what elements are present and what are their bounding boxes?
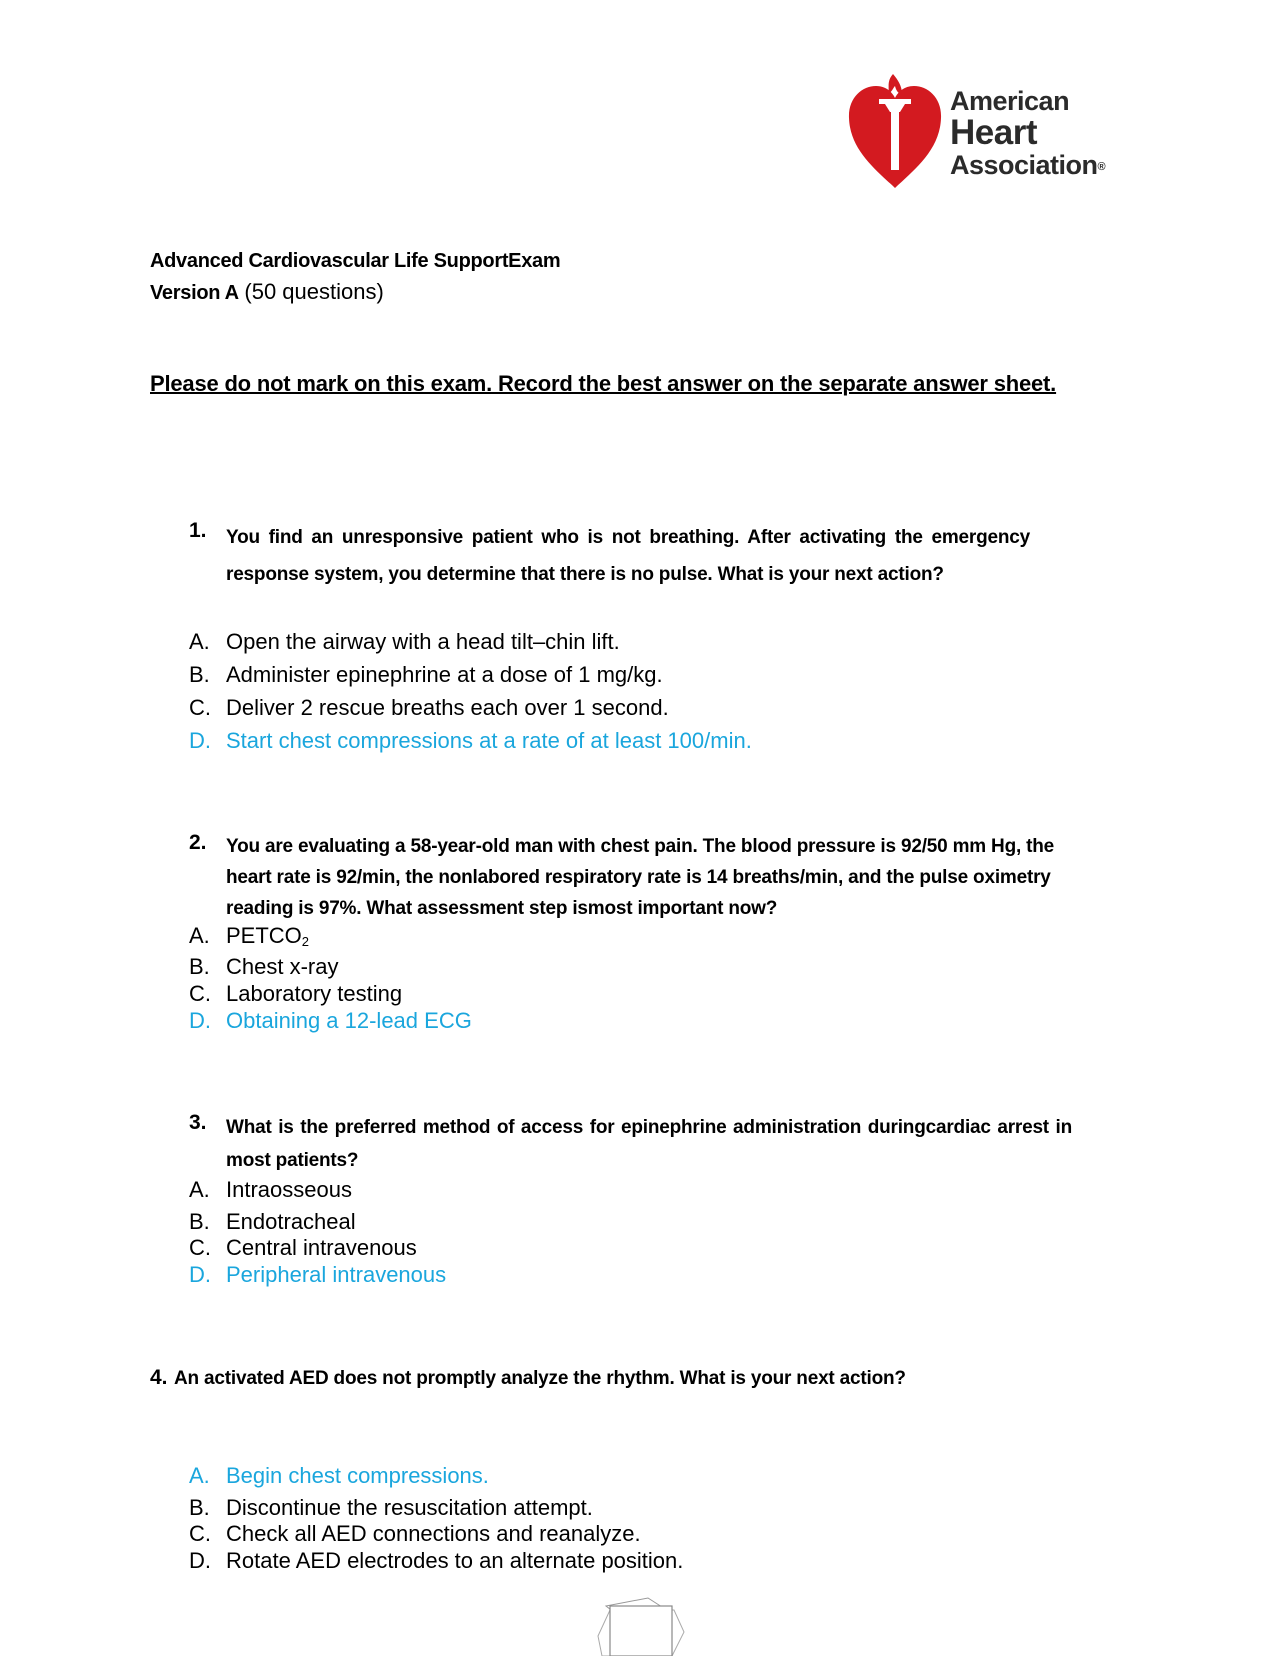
question-2-option-d xyxy=(189,1008,472,1034)
option-letter: C. xyxy=(189,1235,211,1260)
question-4-option-c xyxy=(189,1521,641,1547)
option-text: Administer epinephrine at a dose of 1 mg/kg. xyxy=(226,662,663,687)
option-letter: B. xyxy=(189,1209,210,1234)
question-count: (50 questions) xyxy=(244,279,384,304)
option-text: Obtaining a 12-lead ECG xyxy=(226,1008,472,1033)
option-letter: D. xyxy=(189,728,211,753)
option-letter: A. xyxy=(189,629,210,654)
question-1-text: You find an unresponsive patient who is not breathing. After activating the emergency response system, you determine that there is no pulse. What is your next action? xyxy=(226,527,1030,585)
option-letter: A. xyxy=(189,1463,210,1488)
question-2-text: You are evaluating a 58-year-old man with chest pain. The blood pressure is 92/50 mm Hg, the heart rate is 92/min, the nonlabored respiratory rate is 14 breaths/min, and the pulse oximetry reading is 97%. What assessment step ismost important now? xyxy=(226,836,1055,919)
option-letter: D. xyxy=(189,1548,211,1573)
question-2-option-c xyxy=(189,981,402,1007)
question-4-option-d xyxy=(189,1548,683,1574)
logo-line-american: American xyxy=(950,86,1070,116)
exam-title: Advanced Cardiovascular Life SupportExam xyxy=(150,250,561,272)
option-letter: D. xyxy=(189,1262,211,1287)
aha-logo xyxy=(846,72,1136,192)
logo-association-text: Association xyxy=(950,150,1098,180)
option-letter: B. xyxy=(189,1495,210,1520)
option-subscript: 2 xyxy=(301,934,310,949)
question-3-option-a xyxy=(189,1177,352,1203)
document-pages-icon xyxy=(592,1596,688,1656)
registered-mark: ® xyxy=(1097,160,1106,173)
question-3-number: 3. xyxy=(189,1111,207,1134)
question-4-text: An activated AED does not promptly analyze the rhythm. What is your next action? xyxy=(174,1368,906,1389)
question-1-option-a xyxy=(189,629,620,655)
question-3-option-d xyxy=(189,1262,446,1288)
version-label: Version A xyxy=(150,282,239,304)
option-text: Laboratory testing xyxy=(226,981,403,1006)
question-4-number: 4. xyxy=(150,1366,168,1389)
option-letter: C. xyxy=(189,1521,211,1546)
option-text: Begin chest compressions. xyxy=(226,1463,489,1488)
heart-torch-icon xyxy=(846,72,944,190)
question-3-option-c xyxy=(189,1235,417,1261)
option-letter: B. xyxy=(189,662,210,687)
option-text: Peripheral intravenous xyxy=(226,1262,447,1287)
option-letter: C. xyxy=(189,695,211,720)
option-text: Central intravenous xyxy=(226,1235,417,1260)
question-1-option-d xyxy=(189,728,752,754)
option-text: Endotracheal xyxy=(226,1209,356,1234)
exam-version xyxy=(150,279,384,306)
logo-line-association xyxy=(950,150,1105,182)
option-text: Start chest compressions at a rate of at least 100/min. xyxy=(226,728,752,753)
option-letter: A. xyxy=(189,923,210,948)
question-1-number: 1. xyxy=(189,519,207,542)
logo-line-heart: Heart xyxy=(950,113,1037,152)
option-text: Check all AED connections and reanalyze. xyxy=(226,1521,641,1546)
option-letter: B. xyxy=(189,954,210,979)
question-1-option-b xyxy=(189,662,663,688)
question-4-option-b xyxy=(189,1495,593,1521)
option-text: Chest x-ray xyxy=(226,954,339,979)
option-letter: C. xyxy=(189,981,211,1006)
option-letter: D. xyxy=(189,1008,211,1033)
question-1-option-c xyxy=(189,695,669,721)
option-letter: A. xyxy=(189,1177,210,1202)
option-text: Rotate AED electrodes to an alternate position. xyxy=(226,1548,684,1573)
question-3-option-b xyxy=(189,1209,356,1235)
question-4-option-a xyxy=(189,1463,489,1489)
option-text: Deliver 2 rescue breaths each over 1 second. xyxy=(226,695,669,720)
option-text: PETCO xyxy=(226,923,302,948)
question-2-option-b xyxy=(189,954,338,980)
logo-wordmark xyxy=(950,86,1105,182)
option-text: Discontinue the resuscitation attempt. xyxy=(226,1495,593,1520)
option-text: Open the airway with a head tilt–chin lift. xyxy=(226,629,620,654)
question-2-option-a xyxy=(189,923,309,955)
option-text: Intraosseous xyxy=(226,1177,352,1202)
question-3-text: What is the preferred method of access for epinephrine administration duringcardiac arrest in most patients? xyxy=(226,1117,1072,1171)
question-2-number: 2. xyxy=(189,831,207,854)
exam-notice: Please do not mark on this exam. Record the best answer on the separate answer sheet. xyxy=(150,371,1057,396)
